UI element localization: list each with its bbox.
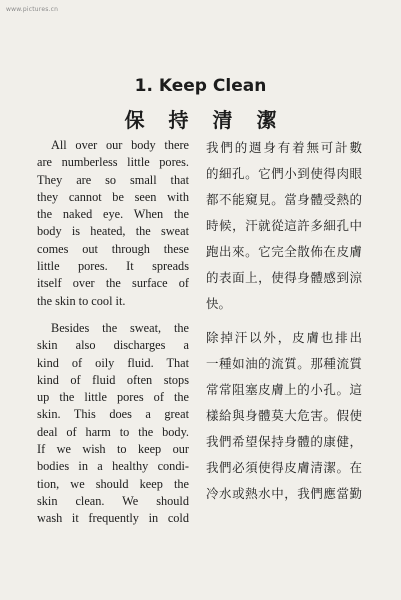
- lesson-title: 1. Keep Clean: [134, 76, 267, 96]
- chinese-paragraph-1: [206, 135, 362, 317]
- english-paragraph-1: [37, 137, 189, 310]
- english-column: [37, 137, 189, 528]
- paragraph-gap: [37, 310, 189, 320]
- text-line: 樣給與身體莫大危害。假使: [206, 408, 362, 423]
- text-line: They are so small that: [37, 172, 189, 187]
- text-line: they cannot be seen with: [37, 189, 189, 204]
- text-line: skin clean. We should: [37, 493, 189, 508]
- text-line: body is heated, the sweat: [37, 224, 189, 239]
- paragraph-gap: [206, 317, 362, 325]
- text-line: are numberless little pores.: [37, 155, 189, 170]
- text-line: 都不能窺見。當身體受熱的: [206, 192, 362, 207]
- text-line: 我們的週身有着無可計數: [206, 140, 362, 155]
- text-line: 一種如油的流質。那種流質: [206, 356, 362, 371]
- text-line: 的表面上，使得身體感到涼: [206, 270, 362, 285]
- text-line: 我們必須使得皮膚清潔。在: [206, 460, 362, 475]
- watermark: www.pictures.cn: [6, 6, 59, 13]
- text-line: the skin to cool it.: [37, 293, 126, 308]
- english-paragraph-2: [37, 320, 189, 528]
- text-line: up the little pores of the: [37, 390, 189, 405]
- text-line: 常常阻塞皮膚上的小孔。這: [206, 382, 362, 397]
- text-line: kind of fluid often stops: [37, 372, 189, 387]
- text-line: itself over the surface of: [37, 276, 189, 291]
- text-line: 快。: [206, 296, 232, 311]
- text-line: All over our body there: [51, 138, 189, 152]
- text-line: little pores. It spreads: [37, 259, 189, 274]
- text-line: tion, we should keep the: [37, 476, 189, 491]
- text-line: 我們希望保持身體的康健，: [206, 434, 362, 449]
- text-line: 除掉汗以外，皮膚也排出: [206, 330, 362, 345]
- text-line: Besides the sweat, the: [51, 320, 189, 335]
- text-line: comes out through these: [37, 241, 189, 256]
- text-line: bodies in a healthy condi-: [37, 459, 189, 474]
- text-line: kind of oily fluid. That: [37, 355, 189, 370]
- chinese-column: [206, 135, 362, 507]
- text-line: If we wish to keep our: [37, 442, 189, 457]
- chinese-paragraph-2: [206, 325, 362, 507]
- text-line: the naked eye. When the: [37, 207, 189, 222]
- text-line: wash it frequently in cold: [37, 511, 189, 526]
- text-line: deal of harm to the body.: [37, 424, 189, 439]
- text-line: skin also discharges a: [37, 338, 189, 353]
- lesson-subtitle-chinese: 保持清潔: [124, 108, 301, 132]
- text-line: 的細孔。它們小到使得肉眼: [206, 166, 362, 181]
- text-line: 冷水或熱水中，我們應當勤: [206, 486, 362, 501]
- text-line: 跑出來。它完全散佈在皮膚: [206, 244, 362, 259]
- text-line: skin. This does a great: [37, 407, 189, 422]
- text-line: 時候，汗就從這許多細孔中: [206, 218, 362, 233]
